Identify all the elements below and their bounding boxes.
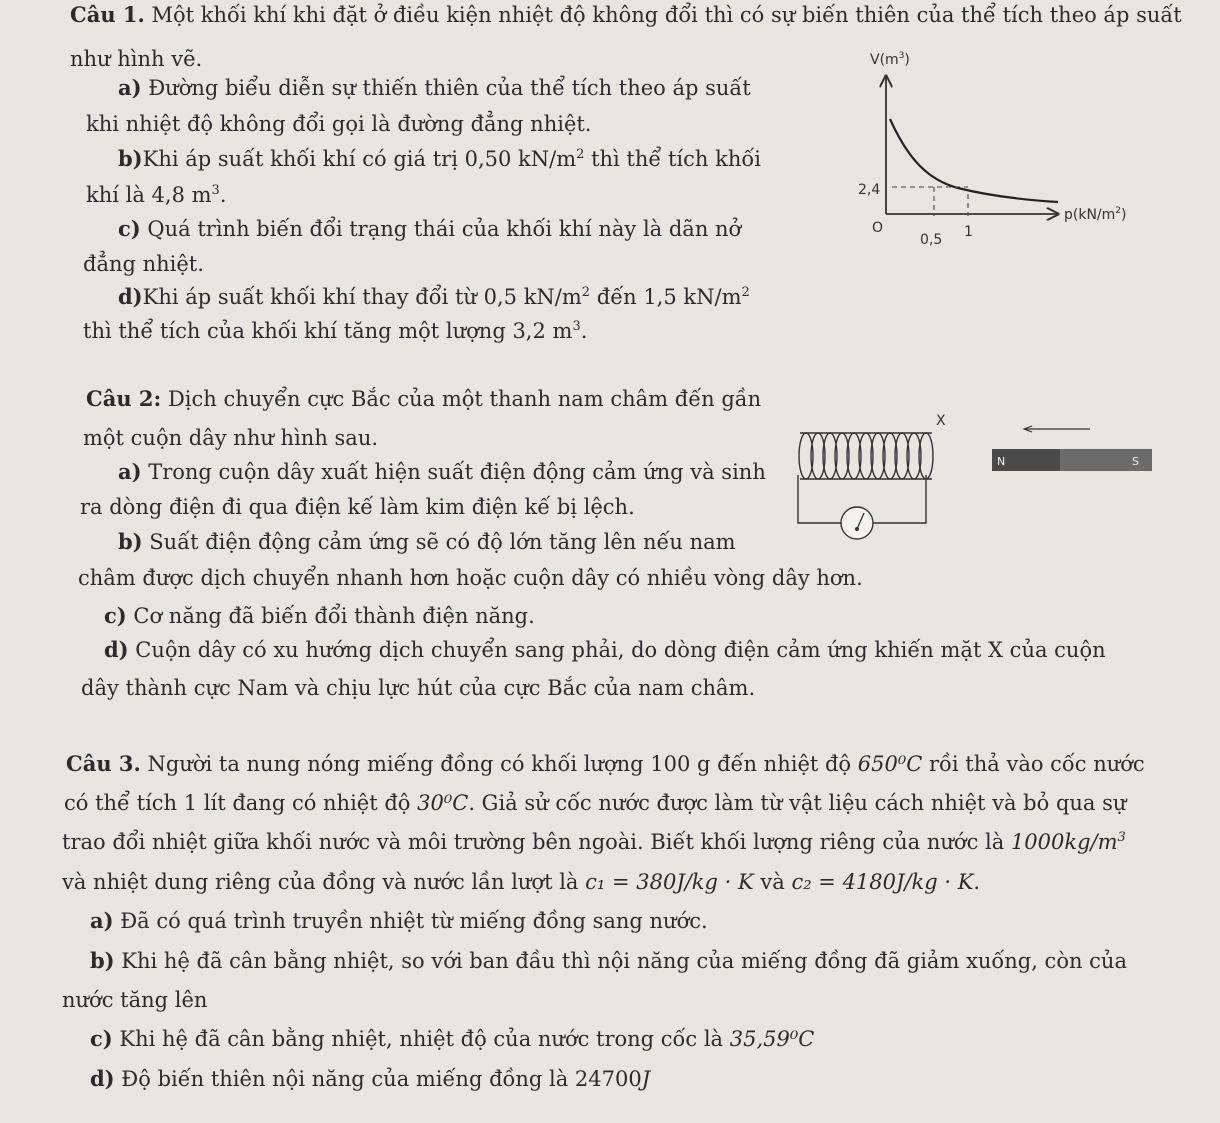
q3-option-c-label: c) — [90, 1026, 113, 1051]
q2-option-a-label: a) — [118, 459, 142, 484]
q3-line-2: có thể tích 1 lít đang có nhiệt độ 30⁰C. Giả sử cốc nước được làm từ vật liệu cách nhiệt và bỏ qua sự — [64, 791, 1127, 815]
q1-option-c-line-1: c) Quá trình biến đổi trạng thái của khối khí này là dãn nở — [118, 216, 742, 241]
q1-option-c-label: c) — [118, 216, 141, 241]
y-tick-label: 2,4 — [858, 182, 881, 198]
q1-option-a-label: a) — [118, 75, 142, 100]
q1-line-2: như hình vẽ. — [70, 47, 203, 71]
q3-option-b-line-2: nước tăng lên — [62, 988, 208, 1012]
q1-option-a-line-2: khi nhiệt độ không đổi gọi là đường đẳng nhiệt. — [86, 112, 592, 136]
q1-line-1: Câu 1. Một khối khí khi đặt ở điều kiện nhiệt độ không đổi thì có sự biến thiên của thể tích theo áp suất — [70, 2, 1182, 27]
q1-option-b-line-2: khí là 4,8 $m^3$. — [86, 183, 227, 207]
coil — [799, 433, 933, 479]
isotherm-curve — [890, 119, 1058, 202]
q2-heading: Câu 2: — [86, 386, 162, 411]
x-tick-1: 1 — [964, 224, 973, 240]
q3-option-c: c) Khi hệ đã cân bằng nhiệt, nhiệt độ của nước trong cốc là 35,59⁰C — [90, 1026, 815, 1051]
q1-option-b-label: b) — [118, 146, 143, 171]
south-pole-label: S — [1132, 455, 1139, 468]
q1-heading: Câu 1. — [70, 2, 145, 27]
isotherm-graph — [840, 44, 1170, 254]
q1-option-a-line-1: a) Đường biểu diễn sự thiến thiên của thể tích theo áp suất — [118, 75, 751, 100]
q3-option-b-label: b) — [90, 948, 115, 973]
q3-line-1: Câu 3. Người ta nung nóng miếng đồng có khối lượng 100 g đến nhiệt độ 650⁰C rồi thả vào cốc nước — [66, 751, 1145, 776]
q1-option-c-line-2: đẳng nhiệt. — [83, 252, 204, 276]
q2-option-b-label: b) — [118, 529, 143, 554]
origin-label: O — [872, 220, 884, 236]
coil-face-x-label: X — [936, 413, 946, 429]
q2-line-2: một cuộn dây như hình sau. — [83, 426, 379, 450]
q1-option-b-line-1: b)Khi áp suất khối khí có giá trị 0,50 $kN/m^2$ thì thể tích khối — [118, 146, 761, 171]
q3-line-3: trao đổi nhiệt giữa khối nước và môi trường bên ngoài. Biết khối lượng riêng của nước là $1000kg/m^3$ — [62, 830, 1126, 854]
v-axis-label: $V(m^3)$ — [870, 51, 910, 68]
q2-option-a-line-2: ra dòng điện đi qua điện kế làm kim điện kế bị lệch. — [80, 495, 635, 519]
q3-option-d-label: d) — [90, 1066, 115, 1091]
q3-option-d: d) Độ biến thiên nội năng của miếng đồng là 24700J — [90, 1066, 651, 1091]
q2-option-d-label: d) — [104, 637, 129, 662]
p-axis-label: $p(kN/m^2)$ — [1064, 206, 1127, 223]
q3-option-a: a) Đã có quá trình truyền nhiệt từ miếng đồng sang nước. — [90, 908, 708, 933]
galvanometer — [841, 507, 873, 539]
bar-magnet — [992, 449, 1152, 471]
q2-option-b-line-2: châm được dịch chuyển nhanh hơn hoặc cuộn dây có nhiều vòng dây hơn. — [78, 566, 863, 590]
q1-option-d-line-1: d)Khi áp suất khối khí thay đổi từ 0,5 $kN/m^2$ đến 1,5 $kN/m^2$ — [118, 284, 750, 309]
q3-heading: Câu 3. — [66, 751, 141, 776]
north-pole-label: N — [997, 455, 1006, 468]
q2-option-d-line-2: dây thành cực Nam và chịu lực hút của cực Bắc của nam châm. — [81, 676, 756, 700]
q2-option-b-line-1: b) Suất điện động cảm ứng sẽ có độ lớn tăng lên nếu nam — [118, 529, 736, 554]
q3-option-a-label: a) — [90, 908, 114, 933]
q1-option-d-line-2: thì thể tích của khối khí tăng một lượng 3,2 $m^3$. — [83, 319, 588, 343]
q3-line-4: và nhiệt dung riêng của đồng và nước lần lượt là c₁ = 380J/kg · K và c₂ = 4180J/kg · K. — [62, 870, 981, 894]
q2-option-c: c) Cơ năng đã biến đổi thành điện năng. — [104, 603, 535, 628]
x-tick-05: 0,5 — [920, 232, 943, 248]
q2-option-c-label: c) — [104, 603, 127, 628]
coil-magnet-figure — [760, 405, 1160, 555]
q1-option-d-label: d) — [118, 284, 143, 309]
q2-option-d-line-1: d) Cuộn dây có xu hướng dịch chuyển sang phải, do dòng điện cảm ứng khiến mặt X của cuộn — [104, 637, 1106, 662]
q2-option-a-line-1: a) Trong cuộn dây xuất hiện suất điện động cảm ứng và sinh — [118, 459, 766, 484]
q3-option-b-line-1: b) Khi hệ đã cân bằng nhiệt, so với ban đầu thì nội năng của miếng đồng đã giảm xuống, còn của — [90, 948, 1127, 973]
q2-line-1: Câu 2: Dịch chuyển cực Bắc của một thanh nam châm đến gần — [86, 386, 762, 411]
